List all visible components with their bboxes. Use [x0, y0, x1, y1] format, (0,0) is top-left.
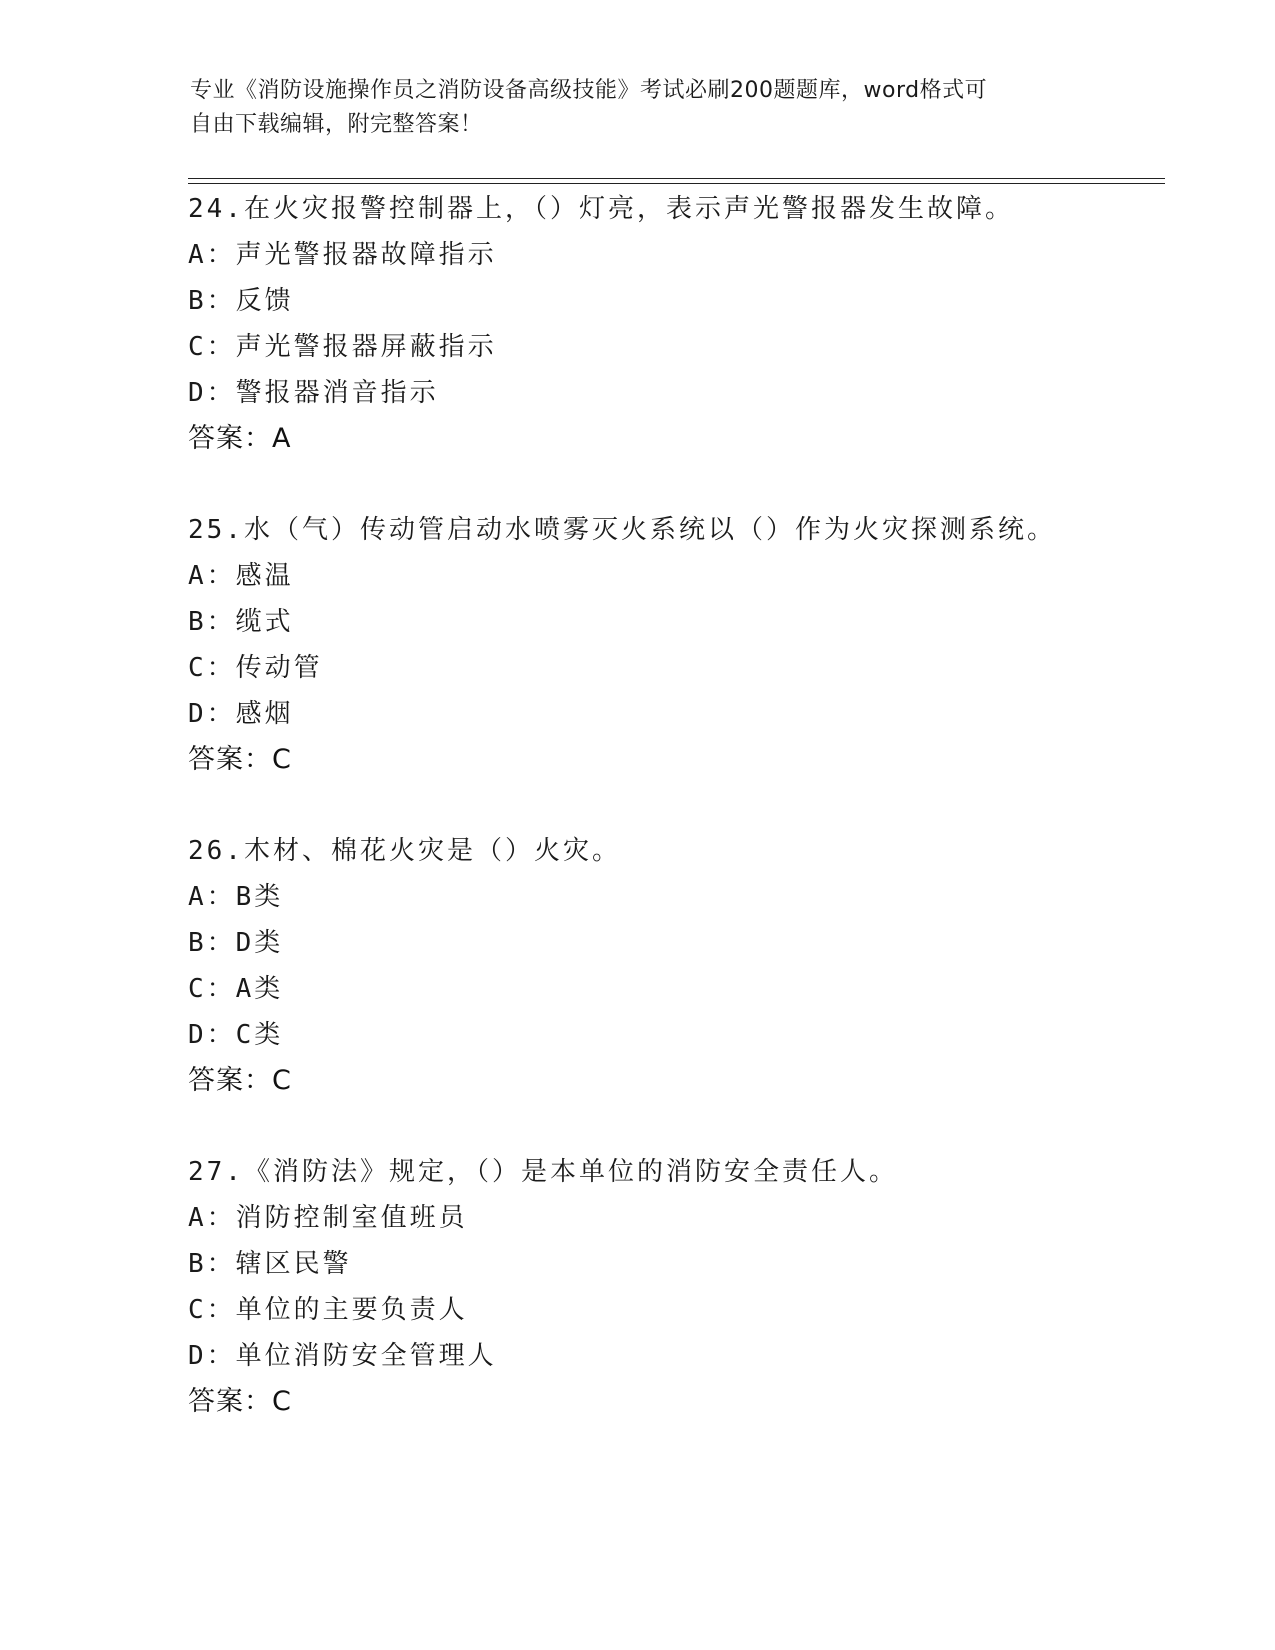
question-stem: 24.在火灾报警控制器上，（）灯亮，表示声光警报器发生故障。 — [188, 194, 1014, 224]
option-b: B：辖区民警 — [188, 1249, 352, 1279]
answer-line: 答案：C — [188, 1386, 292, 1417]
answer-line: 答案：C — [188, 1065, 292, 1096]
option-a: A：声光警报器故障指示 — [188, 240, 497, 270]
option-b: B：反馈 — [188, 286, 294, 316]
header-divider-bottom — [188, 183, 1165, 184]
question-block — [188, 828, 1168, 1104]
option-a: A：消防控制室值班员 — [188, 1203, 468, 1233]
option-c: C：单位的主要负责人 — [188, 1295, 468, 1325]
option-d: D：感烟 — [188, 699, 294, 729]
option-d: D：警报器消音指示 — [188, 378, 439, 408]
question-stem: 25.水（气）传动管启动水喷雾灭火系统以（）作为火灾探测系统。 — [188, 515, 1056, 545]
option-c: C：传动管 — [188, 653, 323, 683]
option-d: D：C类 — [188, 1020, 284, 1050]
option-a: A：B类 — [188, 882, 284, 912]
header-divider-top — [188, 178, 1165, 179]
option-c: C：声光警报器屏蔽指示 — [188, 332, 497, 362]
option-b: B：D类 — [188, 928, 284, 958]
question-stem: 26.木材、棉花火灾是（）火灾。 — [188, 836, 621, 866]
header-line-1: 专业《消防设施操作员之消防设备高级技能》考试必刷200题题库，word格式可 — [190, 78, 988, 103]
document-header — [190, 74, 1090, 142]
question-block — [188, 507, 1168, 783]
question-block — [188, 1149, 1168, 1425]
question-stem: 27.《消防法》规定，（）是本单位的消防安全责任人。 — [188, 1157, 898, 1187]
answer-line: 答案：A — [188, 423, 292, 454]
header-line-2: 自由下载编辑，附完整答案！ — [190, 112, 483, 137]
question-block — [188, 186, 1168, 462]
option-a: A：感温 — [188, 561, 294, 591]
option-d: D：单位消防安全管理人 — [188, 1341, 497, 1371]
answer-line: 答案：C — [188, 744, 292, 775]
option-b: B：缆式 — [188, 607, 294, 637]
option-c: C：A类 — [188, 974, 284, 1004]
